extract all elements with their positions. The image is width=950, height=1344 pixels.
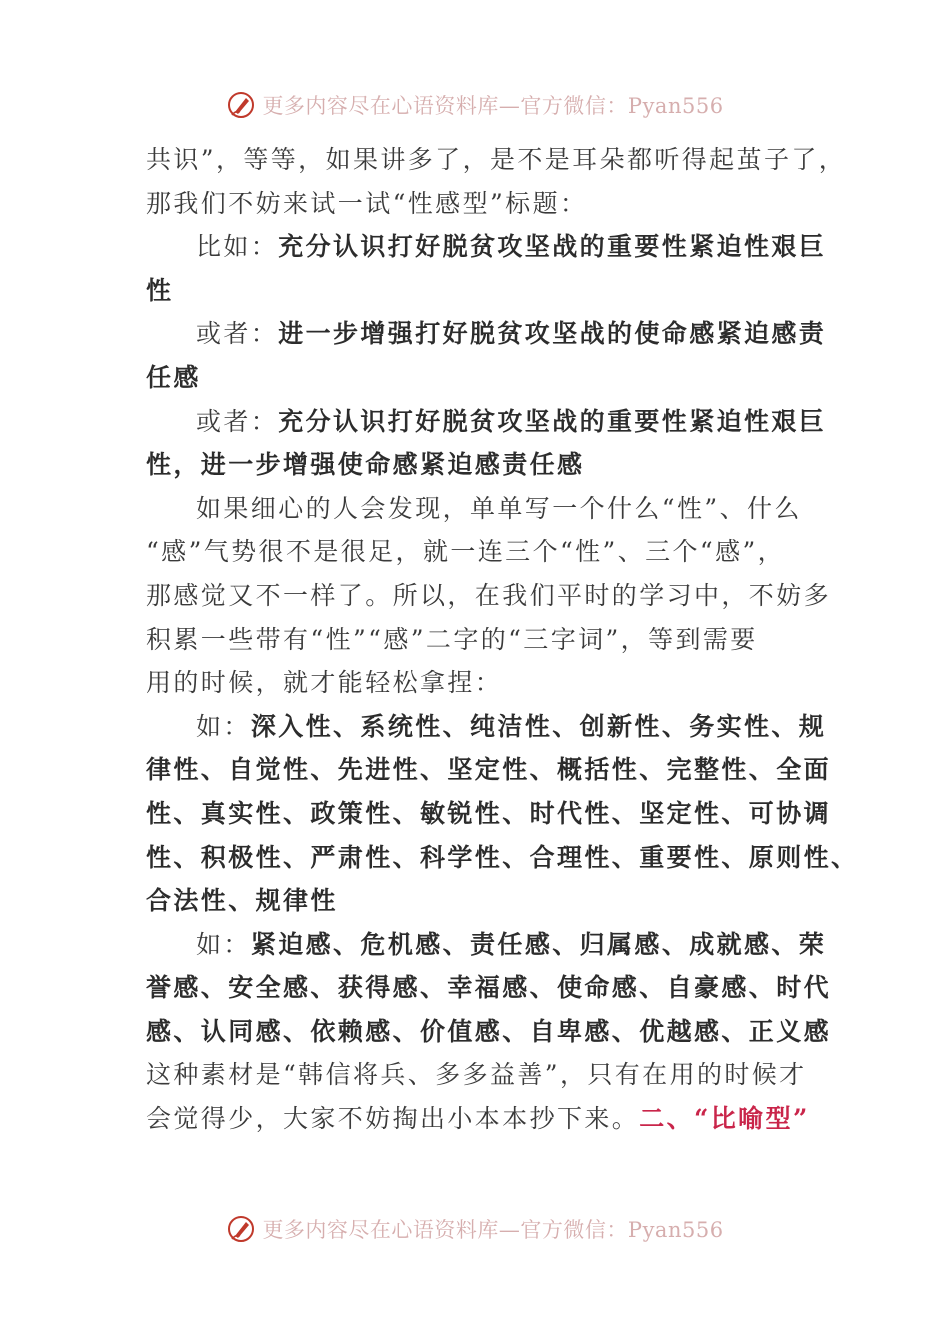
text-line: 用的时候，就才能轻松拿捏：	[146, 668, 503, 698]
text-line: 这种素材是“韩信将兵、多多益善”，只有在用的时候才	[146, 1060, 807, 1090]
example-title-line: 比如：充分认识打好脱贫攻坚战的重要性紧迫性艰巨	[196, 232, 827, 262]
word-list-line: 誉感、安全感、获得感、幸福感、使命感、自豪感、时代	[146, 973, 832, 1003]
text-line: 会觉得少，大家不妨掏出小本本抄下来。二、“比喻型”	[146, 1104, 810, 1134]
word-list-line: 如：紧迫感、危机感、责任感、归属感、成就感、荣	[196, 929, 827, 959]
example-title-line: 任感	[146, 362, 201, 392]
footer-watermark	[0, 1212, 950, 1246]
watermark-text: 更多内容尽在心语资料库—官方微信：Pyan556	[262, 94, 724, 118]
text-line: “感”气势很不是很足，就一连三个“性”、三个“感”，	[146, 537, 786, 567]
word-list-line: 性、积极性、严肃性、科学性、合理性、重要性、原则性、	[146, 842, 859, 872]
watermark-text: 更多内容尽在心语资料库—官方微信：Pyan556	[262, 1218, 724, 1242]
pen-logo-icon	[226, 1214, 256, 1244]
text-line: 那我们不妨来试一试“性感型”标题：	[146, 188, 588, 218]
example-title-line: 或者：进一步增强打好脱贫攻坚战的使命感紧迫感责	[196, 319, 827, 349]
example-title-line: 性，进一步增强使命感紧迫感责任感	[146, 450, 585, 480]
word-list-line: 感、认同感、依赖感、价值感、自卑感、优越感、正义感	[146, 1016, 832, 1046]
text-line: 那感觉又不一样了。所以，在我们平时的学习中，不妨多	[146, 580, 832, 610]
header-watermark	[0, 88, 950, 122]
text-line: 积累一些带有“性”“感”二字的“三字词”，等到需要	[146, 624, 758, 654]
example-title-line: 或者：充分认识打好脱贫攻坚战的重要性紧迫性艰巨	[196, 406, 827, 436]
word-list-line: 性、真实性、政策性、敏锐性、时代性、坚定性、可协调	[146, 798, 832, 828]
text-line: 共识”，等等，如果讲多了，是不是耳朵都听得起茧子了，	[146, 145, 847, 174]
example-title-line: 性	[146, 275, 174, 305]
section-heading: 二、“比喻型”	[639, 1104, 810, 1134]
word-list-line: 律性、自觉性、先进性、坚定性、概括性、完整性、全面	[146, 755, 832, 785]
pen-logo-icon	[226, 90, 256, 120]
text-line: 如果细心的人会发现，单单写一个什么“性”、什么	[196, 493, 802, 523]
word-list-line: 合法性、规律性	[146, 886, 338, 916]
document-body	[146, 138, 859, 1141]
word-list-line: 如：深入性、系统性、纯洁性、创新性、务实性、规	[196, 711, 827, 741]
